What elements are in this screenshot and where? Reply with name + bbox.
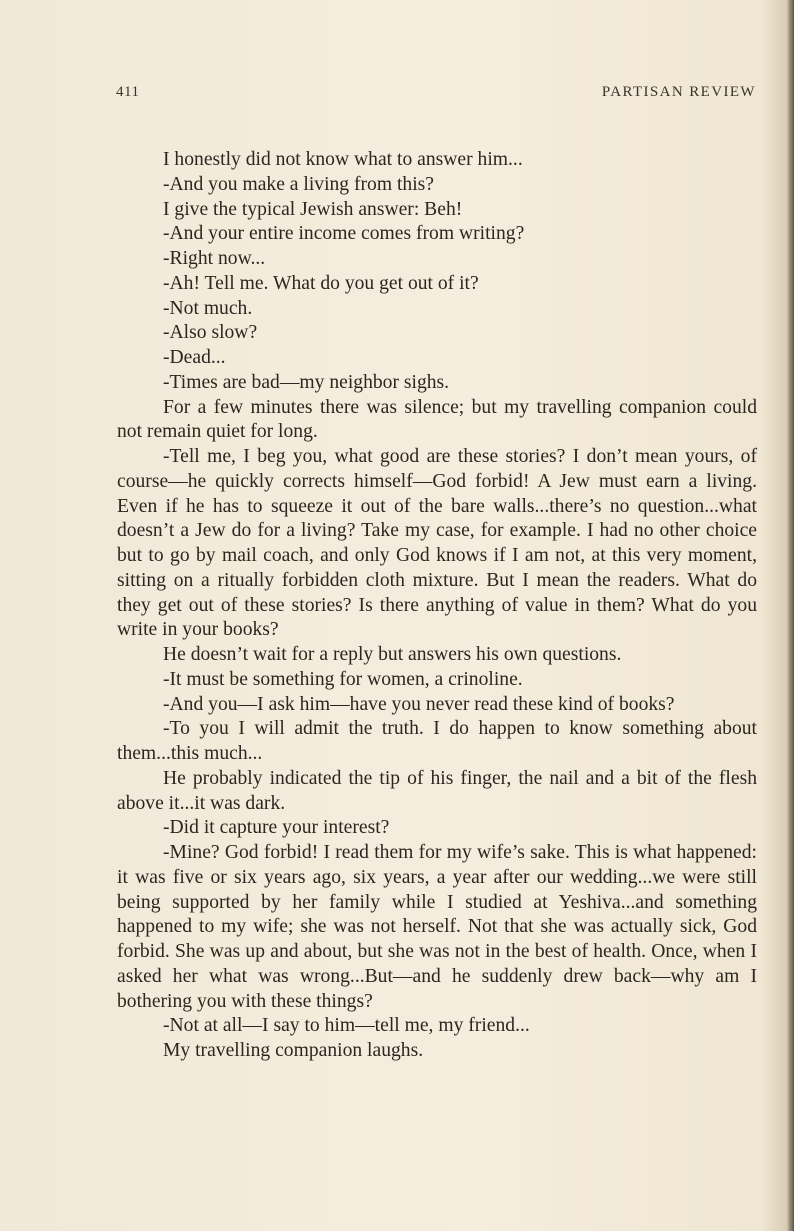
paragraph: I honestly did not know what to answer him... (163, 149, 523, 170)
paragraph: -It must be something for women, a crinoline. (163, 668, 523, 690)
paragraph: My travelling companion laughs. (163, 1040, 424, 1061)
paragraph: -Dead... (163, 347, 226, 368)
paragraph: For a few minutes there was silence; but my travelling companion could not remain quiet for long. (117, 396, 757, 443)
paragraph: He doesn’t wait for a reply but answers his own questions. (163, 644, 622, 665)
running-head (116, 84, 756, 106)
page-edge-shadow (788, 0, 794, 1231)
journal-title: PARTISAN REVIEW (601, 84, 756, 100)
paragraph: He probably indicated the tip of his finger, the nail and a bit of the flesh above it...it was dark. (117, 767, 757, 814)
paragraph: -To you I will admit the truth. I do happen to know something about them...this much... (117, 718, 757, 764)
page-number: 411 (116, 84, 140, 100)
body-text (117, 148, 757, 1064)
paragraph: -And your entire income comes from writing? (163, 223, 525, 245)
paragraph: -And you—I ask him—have you never read these kind of books? (163, 693, 675, 715)
paragraph: -Times are bad—my neighbor sighs. (163, 371, 450, 393)
paragraph: -Ah! Tell me. What do you get out of it? (163, 272, 479, 294)
paragraph: -Mine? God forbid! I read them for my wife’s sake. This is what happened: it was five or six years ago, six years, a year after our wedding...we were still being supported by her family while I studied at Yeshiva...and something happened to my wife; she was not herself. Not that she was actually sick, God forbid. She was up and about, but she was not in the best of health. Once, when I asked her what was wrong...But—and he suddenly drew back—why am I bothering you with these things? (117, 842, 757, 1012)
paragraph: I give the typical Jewish answer: Beh! (163, 198, 463, 220)
paragraph: -Also slow? (163, 322, 258, 344)
paragraph: -Not at all—I say to him—tell me, my friend... (163, 1015, 530, 1037)
paragraph: -Right now... (163, 248, 266, 269)
paragraph: -And you make a living from this? (163, 173, 434, 195)
paragraph: -Not much. (163, 297, 253, 319)
paragraph: -Did it capture your interest? (163, 817, 390, 839)
paragraph: -Tell me, I beg you, what good are these stories? I don’t mean yours, of course—he quickly corrects himself—God forbid! A Jew must earn a living. Even if he has to squeeze it out of the bare walls...there’s no question...what doesn’t a Jew do for a living? Take my case, for example. I had no other choice but to go by mail coach, and only God knows if I am not, at this very moment, sitting on a ritually forbidden cloth mixture. But I mean the readers. What do they get out of these stories? Is there anything of value in them? What do you write in your books? (117, 446, 757, 641)
